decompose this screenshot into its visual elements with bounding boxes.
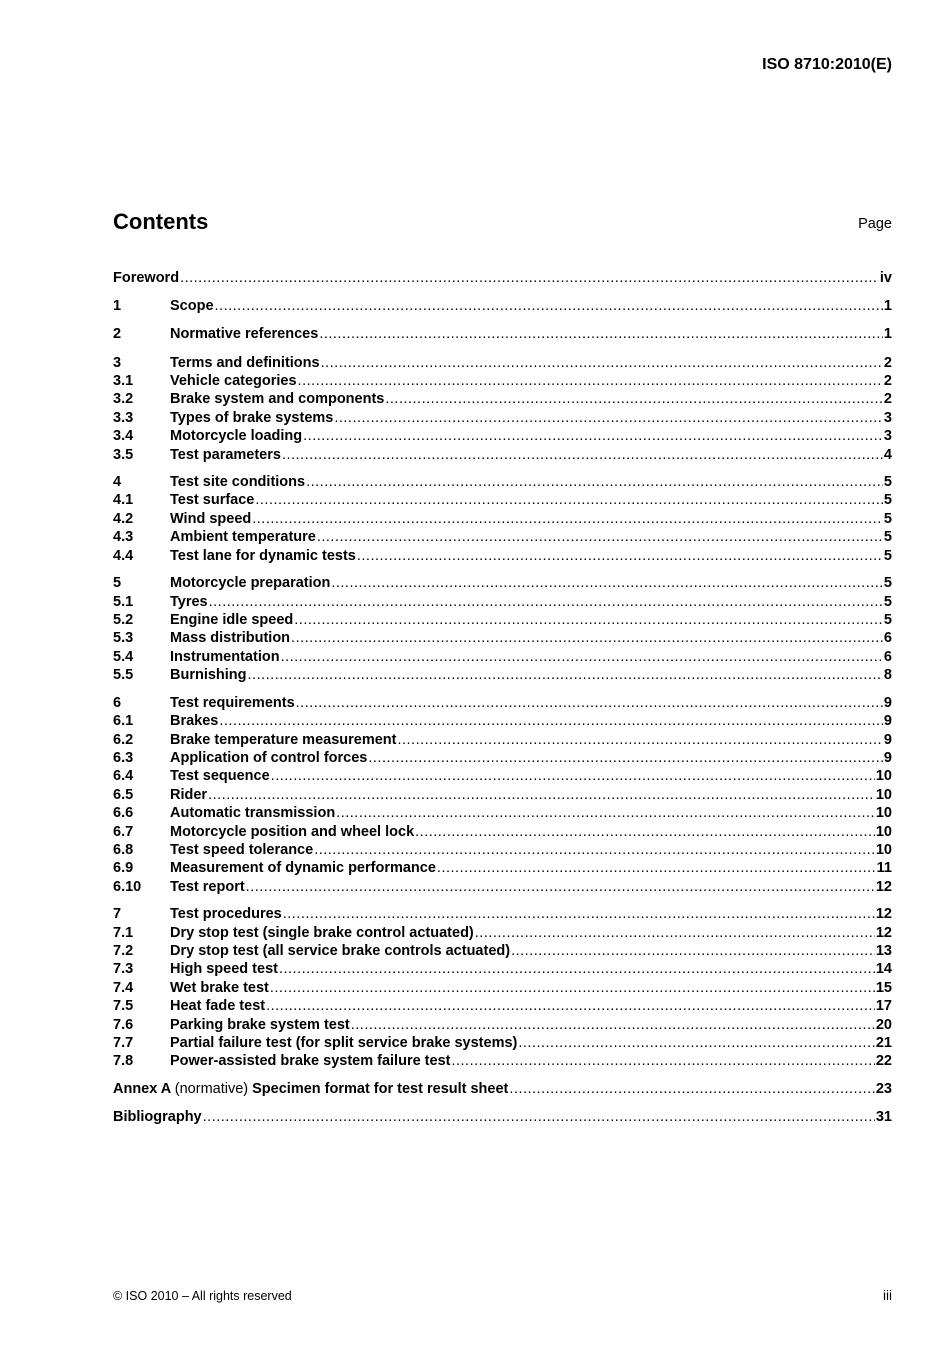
toc-entry-page: 5 [883,612,892,629]
toc-entry-page: 12 [875,924,892,941]
leader-dots [283,905,875,923]
toc-entry-title: Brakes [170,713,219,730]
toc-entry[interactable] [113,823,892,841]
toc-entry-number: 5.4 [113,648,134,665]
toc-entry-number: 7.6 [113,1016,134,1033]
toc-entry[interactable] [113,666,892,684]
toc-entry[interactable] [113,593,892,611]
toc-entry-title: Test sequence [170,768,270,785]
leader-dots [306,473,883,491]
toc-entry-number: 4 [113,474,122,491]
toc-entry-number: 4.1 [113,492,134,509]
toc-entry-page: 10 [875,786,892,803]
toc-entry-title: Types of brake systems [170,409,334,426]
toc-entry[interactable] [113,1034,892,1052]
annex-type: (normative) [174,1080,249,1097]
toc-entry-number: 6.6 [113,805,134,822]
toc-entry[interactable] [113,574,892,592]
toc-entry-number: 6.4 [113,768,134,785]
toc-entry[interactable] [113,446,892,464]
toc-entry-page: 9 [883,749,892,766]
toc-entry-title: Test surface [170,492,255,509]
leader-dots [451,1052,874,1070]
toc-entry-title: Wet brake test [170,979,269,996]
toc-entry-page: 5 [883,593,892,610]
toc-entry-number: 7.1 [113,924,134,941]
toc-entry-page: 9 [883,713,892,730]
toc-entry-title: Rider [170,786,208,803]
toc-entry-number: 6.8 [113,841,134,858]
toc-entry[interactable] [113,841,892,859]
toc-entry[interactable] [113,354,892,372]
toc-entry[interactable] [113,997,892,1015]
leader-dots [334,409,883,427]
leader-dots [357,547,883,565]
toc-entry-page: 2 [883,391,892,408]
toc-entry-title: Foreword [113,270,180,286]
leader-dots [331,574,883,592]
toc-entry[interactable] [113,269,892,288]
toc-entry[interactable] [113,491,892,509]
toc-entry-number: 6.5 [113,786,134,803]
leader-dots [518,1034,875,1052]
toc-entry-page: 5 [883,575,892,592]
toc-entry-page: 9 [883,731,892,748]
toc-entry-title: Mass distribution [170,630,291,647]
toc-entry-number: 2 [113,326,122,343]
toc-entry-number: 6.2 [113,731,134,748]
toc-entry-page: 5 [883,474,892,491]
toc-entry-number: 7.8 [113,1053,134,1070]
toc-entry[interactable] [113,510,892,528]
page-column-label: Page [858,216,892,232]
toc-entry-title: Automatic transmission [170,805,336,822]
toc-entry-title: Motorcycle preparation [170,575,331,592]
toc-entry-number: 6.7 [113,823,134,840]
leader-dots [303,427,883,445]
toc-entry-title: Test requirements [170,694,295,711]
toc-entry-page: 8 [883,667,892,684]
toc-entry-title: Normative references [170,326,319,343]
toc-entry-page: 2 [883,372,892,389]
leader-dots [296,694,883,712]
toc-entry-number: 6 [113,694,122,711]
copyright-notice: © ISO 2010 – All rights reserved [113,1289,292,1303]
toc-entry[interactable] [113,372,892,390]
toc-entry[interactable] [113,960,892,978]
toc-entry-number: 7.5 [113,998,134,1015]
toc-entry[interactable] [113,648,892,666]
toc-entry-page: 1 [883,326,892,343]
leader-dots [385,390,883,408]
toc-entry-title: Instrumentation [170,648,280,665]
leader-dots [281,648,883,666]
toc-entry[interactable] [113,409,892,427]
toc-entry-bibliography[interactable] [113,1108,892,1127]
toc-entry-number: 5.2 [113,612,134,629]
leader-dots [317,528,883,546]
toc-entry-number: 5 [113,575,122,592]
toc-entry[interactable] [113,1016,892,1034]
toc-entry-number: 1 [113,298,122,315]
toc-entry-page: 21 [875,1034,892,1051]
toc-entry-title: Partial failure test (for split service brake systems) [170,1034,518,1051]
toc-entry-page: 14 [875,961,892,978]
toc-entry-title: Engine idle speed [170,612,294,629]
toc-entry-title: Motorcycle loading [170,428,303,445]
leader-dots [336,804,875,822]
leader-dots [203,1108,875,1126]
toc-entry-title: High speed test [170,961,278,978]
toc-entry-annex-a[interactable] [113,1080,892,1099]
toc-entry-number: 5.3 [113,630,134,647]
toc-entry-title [113,1080,508,1098]
toc-entry-number: 3.2 [113,391,134,408]
toc-entry-title: Parking brake system test [170,1016,350,1033]
leader-dots [314,841,875,859]
toc-entry-page: 6 [883,630,892,647]
standard-identifier: ISO 8710:2010(E) [762,56,892,73]
toc-entry-title: Test site conditions [170,474,306,491]
toc-entry-page: 2 [883,354,892,371]
toc-entry[interactable] [113,325,892,344]
toc-entry-page: 11 [876,860,892,877]
toc-entry-title: Bibliography [113,1109,202,1126]
leader-dots [397,731,882,749]
toc-entry-page: 5 [883,492,892,509]
toc-entry-title: Brake system and components [170,391,385,408]
leader-dots [271,767,875,785]
toc-entry-title: Power-assisted brake system failure test [170,1053,451,1070]
toc-entry[interactable] [113,749,892,767]
leader-dots [368,749,883,767]
toc-entry-number: 6.1 [113,713,134,730]
toc-entry-page: 12 [875,906,892,923]
toc-entry-page: 22 [875,1053,892,1070]
toc-entry[interactable] [113,427,892,445]
toc-entry[interactable] [113,878,892,896]
toc-entry-page: 10 [875,823,892,840]
toc-entry[interactable] [113,629,892,647]
leader-dots [219,712,883,730]
leader-dots [321,354,883,372]
leader-dots [208,786,875,804]
leader-dots [252,510,883,528]
leader-dots [294,611,883,629]
leader-dots [437,859,876,877]
toc-entry-page: 9 [883,694,892,711]
toc-entry-title: Heat fade test [170,998,266,1015]
leader-dots [511,942,875,960]
toc-entry-number: 3.1 [113,372,134,389]
toc-entry-number: 3.3 [113,409,134,426]
leader-dots [291,629,883,647]
toc-entry-number: 6.3 [113,749,134,766]
toc-entry-page: iv [879,270,892,286]
toc-entry-page: 23 [875,1080,892,1097]
annex-title: Specimen format for test result sheet [252,1080,509,1097]
toc-entry-number: 3.4 [113,428,134,445]
leader-dots [475,924,875,942]
toc-entry-page: 17 [875,998,892,1015]
toc-entry-title: Measurement of dynamic performance [170,860,436,877]
toc-entry-title: Terms and definitions [170,354,320,371]
toc-entry-title: Dry stop test (all service brake controls actuated) [170,943,511,960]
toc-entry[interactable] [113,611,892,629]
toc-entry-title: Dry stop test (single brake control actuated) [170,924,474,941]
toc-entry[interactable] [113,731,892,749]
toc-entry[interactable] [113,390,892,408]
leader-dots [279,960,875,978]
toc-entry-title: Test lane for dynamic tests [170,547,356,564]
leader-dots [246,878,875,896]
annex-label: Annex A [113,1080,171,1097]
leader-dots [266,997,875,1015]
leader-dots [282,446,883,464]
toc-entry-number: 4.2 [113,510,134,527]
leader-dots [209,593,883,611]
toc-entry-number: 7.3 [113,961,134,978]
toc-entry[interactable] [113,859,892,877]
toc-entry[interactable] [113,767,892,785]
toc-entry-page: 10 [875,805,892,822]
toc-entry-number: 4.4 [113,547,134,564]
toc-entry-title: Scope [170,298,214,315]
toc-entry-title: Test report [170,878,245,895]
toc-entry[interactable] [113,979,892,997]
toc-entry[interactable] [113,924,892,942]
leader-dots [415,823,875,841]
table-of-contents [113,269,892,1127]
leader-dots [215,297,883,315]
toc-entry-page: 31 [875,1109,892,1126]
leader-dots [180,269,879,287]
toc-entry-page: 15 [875,979,892,996]
toc-entry-title: Motorcycle position and wheel lock [170,823,415,840]
leader-dots [298,372,883,390]
toc-entry[interactable] [113,297,892,316]
toc-entry[interactable] [113,473,892,491]
toc-entry-page: 12 [875,878,892,895]
toc-entry-number: 3.5 [113,446,134,463]
toc-entry-number: 7.4 [113,979,134,996]
toc-entry[interactable] [113,528,892,546]
toc-entry-number: 7 [113,906,122,923]
toc-entry[interactable] [113,804,892,822]
toc-entry-page: 5 [883,547,892,564]
toc-entry[interactable] [113,905,892,923]
toc-entry[interactable] [113,786,892,804]
toc-entry-number: 6.10 [113,878,142,895]
toc-entry-title: Ambient temperature [170,529,316,546]
toc-entry-number: 7.2 [113,943,134,960]
toc-entry-title: Test parameters [170,446,281,463]
toc-entry[interactable] [113,1052,892,1070]
toc-entry-page: 6 [883,648,892,665]
toc-entry-number: 7.7 [113,1034,134,1051]
toc-entry-page: 5 [883,510,892,527]
contents-heading: Contents [113,209,209,234]
toc-entry-page: 3 [883,409,892,426]
toc-entry-number: 3 [113,354,122,371]
toc-entry-page: 10 [875,841,892,858]
toc-entry-title: Vehicle categories [170,372,297,389]
leader-dots [270,979,875,997]
toc-entry-title: Brake temperature measurement [170,731,397,748]
toc-entry-title: Burnishing [170,667,247,684]
toc-entry-title: Wind speed [170,510,252,527]
page-number: iii [883,1288,892,1303]
toc-entry-page: 20 [875,1016,892,1033]
leader-dots [255,491,883,509]
toc-entry-page: 1 [883,298,892,315]
toc-entry-page: 5 [883,529,892,546]
toc-entry[interactable] [113,547,892,565]
toc-entry-title: Tyres [170,593,208,610]
toc-entry-title: Test procedures [170,906,282,923]
leader-dots [248,666,883,684]
toc-entry-number: 6.9 [113,860,134,877]
toc-entry-number: 5.1 [113,593,134,610]
leader-dots [351,1016,875,1034]
leader-dots [509,1080,874,1098]
toc-entry-title: Application of control forces [170,749,368,766]
toc-entry-page: 4 [883,446,892,463]
toc-entry-title: Test speed tolerance [170,841,314,858]
toc-entry[interactable] [113,694,892,712]
toc-entry-number: 4.3 [113,529,134,546]
toc-entry-page: 13 [875,943,892,960]
toc-entry-number: 5.5 [113,667,134,684]
toc-entry-page: 3 [883,428,892,445]
toc-entry-page: 10 [875,768,892,785]
toc-entry[interactable] [113,712,892,730]
leader-dots [319,325,883,343]
toc-entry[interactable] [113,942,892,960]
